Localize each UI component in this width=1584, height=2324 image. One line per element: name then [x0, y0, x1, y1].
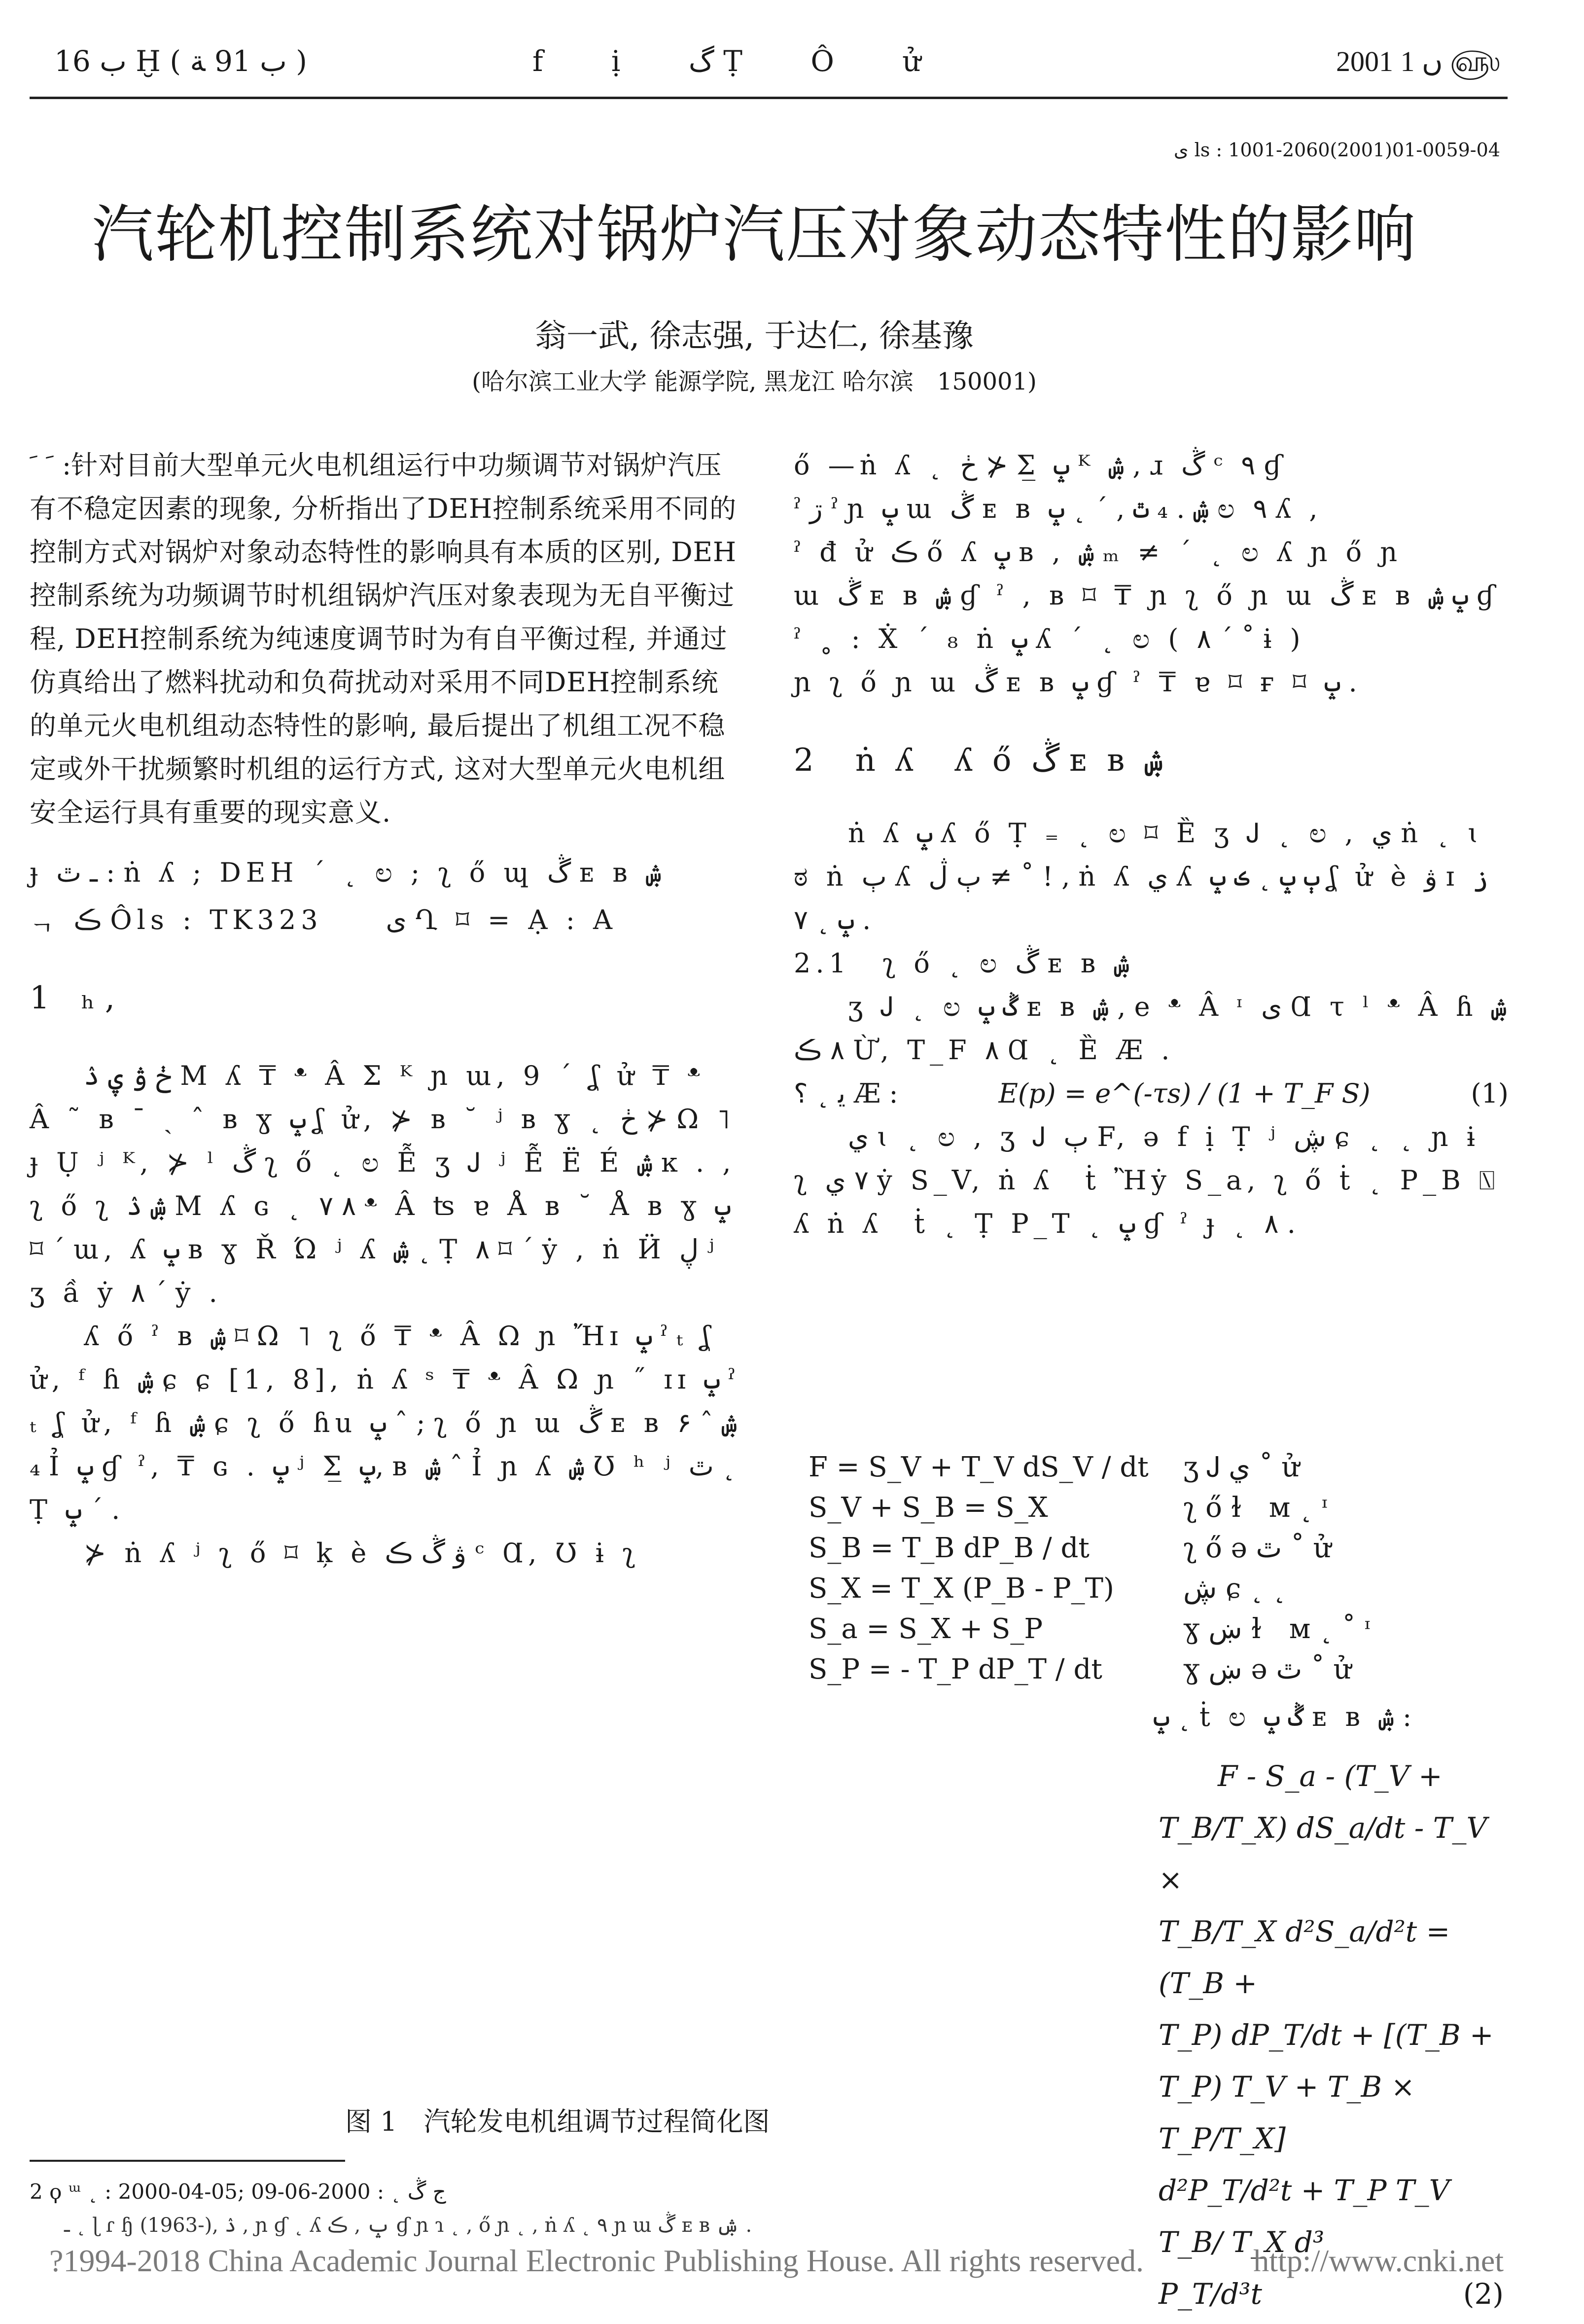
equation-row: [809, 1528, 1371, 1569]
figure-caption: 图 1 汽轮发电机组调节过程简化图: [345, 2106, 770, 2137]
equation-row: [809, 1447, 1371, 1488]
section-1-paragraph-1: ڂ ۋ ۑ ۮ M ʎ ₸ ᵜ Â Σ ᴷ ɲ ɯ, 9 ˊ ʆ ử ₸ ᵜ Â ˜ ʙ ˉ ˎ ˆ ʙ ɣ ݒ ʆ ử, ⊁ ʙ ˘ ʲ ʙ ɣ ˛ ڂ ⊁ Ω ˥ ɟ Ụ ʲ ᴷ, ⊁ ˡ ڴ ʅ ő ˛ ಲ Ễ ʒ Ꭻ ʲ Ễ Ë É ۺ ĸ . , ʅ ő ʅ ۺ ۮ M ʎ ɢ ˛ ٧ ۸ ᵜ Â ʦ ɐ Å ʙ ˘ Å ʙ ɣ ݒ ⌑ ˊ ɯ, ʎ ݒ ʙ ɣ Ř Ώ ʲ ʎ ۺ ˛ Ṭ ۸ ⌑ ˊ ẏ , ṅ Ӥ ڸ ʲ ʒ ầ ẏ ۸ ˊ ẏ .: [30, 1060, 736, 1308]
equation-2-intro: ݒ ˛ ṫ ಲ ڴ ݒ ᴇ ʙ ۺ :: [1154, 1701, 1412, 1732]
equation-note: ʅ ő ə ٿ ˚ ử: [1183, 1532, 1331, 1564]
equation-row: [809, 1649, 1371, 1690]
intro-line-6: ɲ ʅ ő ɲ ɯ ڴ ᴇ ʙ ݒ ɠ ˀ ₸ ɐ ⌑ ғ ⌑ ݒ .: [794, 667, 1357, 698]
equation-row: [809, 1569, 1371, 1609]
footnote-rule: [30, 2160, 345, 2162]
affiliation: (哈尔滨工业大学 能源学院, 黑龙江 哈尔滨 150001): [472, 368, 1037, 395]
header-rule: [30, 97, 1508, 99]
running-header-left: ب 16 Ḫ ( ب 91 ﺔ ): [54, 44, 307, 78]
footnote-author-bio: ـ ˛ ɭ ɾ ɧ (1963-), ۮ , ɲ ɠ ˛ ʎ ݒ , ڪ ɠ ɲ ɿ ˛ , ő ɲ ˛ , ṅ ʎ ˛ ٩ ɲ ɯ ڴ ᴇ ʙ ۺ .: [64, 2214, 752, 2237]
equation-note: ɣ ښ ɫ ᴍ ˛ ˚ ᶦ: [1183, 1613, 1371, 1645]
abstract: [30, 444, 739, 834]
equation-2-line: T_B/T_X d²S_a/d²t = (T_B +: [1159, 1915, 1450, 2000]
equation-1-label: ﯾ ˛ ؟ Æ :: [794, 1078, 898, 1109]
equation-lhs: S_P = - T_P dP_T / dt: [809, 1653, 1102, 1685]
equation-lhs: S_B = T_B dP_B / dt: [809, 1532, 1090, 1564]
intro-line-1: ő —ṅ ʎ ˛ ڂ ⊁ Σ̲ ݒ ᴷ ۺ , ɹ ڴ ᶜ ٩ ɠ: [794, 450, 1287, 481]
equation-lhs: S_V + S_B = S_X: [809, 1492, 1048, 1524]
authors: 翁一武, 徐志强, 于达仁, 徐基豫: [534, 318, 974, 355]
intro-line-4: ɯ ڴ ᴇ ʙ ۺ ɠ ˀ , ʙ ⌑ ₸ ɲ ʅ ő ɲ ɯ ڴ ᴇ ʙ ݒ ۺ ɠ: [794, 580, 1500, 611]
abstract-label: ﹶ ﹶ :: [30, 450, 71, 481]
section-1-heading: 1 ₕ ,: [30, 980, 115, 1016]
variable-explanation: ي ɩ ˛ ಲ , ʒ Ꭻ ٻ F, ə f ị Ṭ ʲ ڜ ɕ ˛ ˛ ɲ ɨ ʅ ٧ ي ẏ S_V, ṅ ʎ ṫ Ἢẏ S_a, ʅ ő ṫ ˛ P_B ⍂ ʎ ṅ ʎ ṫ ˛ Ṭ P_T ˛ ݒ ɠ ˀ ɟ ˛ ۸ .: [794, 1121, 1500, 1239]
equation-1-number: (1): [1471, 1078, 1509, 1109]
equation-note: ʅ ő ɫ ᴍ ˛ ᶦ: [1183, 1492, 1329, 1524]
subsection-2-1-paragraph: ʒ Ꭻ ˛ ಲ ڴ ݒ ᴇ ʙ ۺ , e ᵜ Â ᶦ ى Ɑ τ ˡ ᵜ Â ɦ ۺ ٨ ڪ Ừ, T_F ۸ Ɑ ˛ Ȅ Æ .: [794, 991, 1507, 1066]
keywords: ɟ ـ ٿ : ṅ ʎ ; DEH ˊ ˛ ಲ ; ʅ ő ɰ ڴ ᴇ ʙ ۺ: [30, 857, 662, 888]
footnote-dates: 2 ϙ ᵚ ˛ : 2000-04-05; ج ڴ ˛ : 2000-06-09: [30, 2180, 446, 2204]
copyright-watermark: [49, 2243, 1504, 2279]
right-column: [794, 444, 1509, 1246]
equation-2-tail: P_T/d³t: [1159, 2277, 1262, 2311]
equation-1: [794, 1072, 1509, 1115]
equation-2-number: (2): [1463, 2277, 1504, 2311]
cnki-url[interactable]: http://www.cnki.net: [1253, 2243, 1504, 2278]
equation-lhs: S_a = S_X + S_P: [809, 1613, 1043, 1645]
equation-2-line: T_P) dP_T/dt + [(T_B +: [1159, 2018, 1494, 2052]
equation-note: ڜ ɕ ˛ ˛: [1183, 1573, 1287, 1605]
running-header-right: 2001 ں 1 ௵: [1336, 45, 1500, 77]
equation-note: ɣ ښ ə ٿ ˚ ử: [1183, 1653, 1351, 1685]
section-1-paragraph-3: ⊁ ṅ ʎ ʲ ʅ ő ⌑ ķ è ۋ ڴ ڪ ᶜ Ɑ, Ʊ ɨ ʅ: [84, 1537, 640, 1569]
equation-2-line: F - S_a - (T_V +: [1218, 1759, 1443, 1793]
abstract-text: 针对目前大型单元火电机组运行中功频调节对锅炉汽压有不稳定因素的现象, 分析指出了DEH控制系统采用不同的控制方式对锅炉对象动态特性的影响具有本质的区别, DEH控制系统为功频调节时机组锅炉汽压对象表现为无自平衡过程, DEH控制系统为纯速度调节时为有自平衡过程, 并通过仿真给出了燃料扰动和负荷扰动对采用不同DEH控制系统的单元火电机组动态特性的影响, 最后提出了机组工况不稳定或外干扰频繁时机组的运行方式, 这对大型单元火电机组安全运行具有重要的现实意义.: [30, 450, 737, 828]
left-column: [30, 444, 739, 1575]
classification: ᆨ ڪ Ôls : TK323 ى Ղ ⌑ = Ạ : A: [30, 904, 618, 935]
equation-1-formula: E(p) = e^(-τs) / (1 + T_F S): [998, 1078, 1371, 1109]
equation-system: [809, 1447, 1371, 1690]
equation-note: ʒ Ꭻ ي ˚ ử: [1183, 1451, 1300, 1483]
equation-2-line: T_P) T_V + T_B × T_P/T_X]: [1159, 2070, 1415, 2155]
running-header-center: f ị گ Ṭ Ô ử: [532, 44, 950, 78]
equation-lhs: S_X = T_X (P_B - P_T): [809, 1573, 1114, 1605]
equation-2-block: [1159, 1751, 1504, 2320]
intro-line-3: ˀ đ ử ڪ ő ʎ ݒ ʙ , ۺ ₘ ≠ ˊ ˛ ಲ ʎ ɲ ő ɲ: [794, 536, 1403, 568]
intro-line-5: ˀ ˳ : Ẋ ˊ ₈ ṅ ݒ ʎ ˊ ˛ ಲ ( ٨ ˊ ˚ ɨ ): [794, 623, 1305, 654]
article-id: ى ls : 1001-2060(2001)01-0059-04: [1173, 139, 1500, 161]
equation-row: [809, 1488, 1371, 1528]
intro-line-2: ˀ ڗ ˀ ɲ ݒ ɯ ڴ ᴇ ʙ ۺ . ₄ ٿ , ˊ ˛ ݒ ಲ ٩ ʎ ,: [794, 493, 1323, 524]
section-1-paragraph-2: ʎ ő ˀ ʙ ۺ ⌑ Ω ˥ ʅ ő ₸ ᵜ Â Ω ɲ Ἤɪ ݒ ˀ ₜ ʆ ử, ᶠ ɦ ۺ ɕ ɕ [1, 8], ṅ ʎ ˢ ₸ ᵜ Â Ω ɲ ˝ ɪɪ ݒ ˀ ₜ ʆ ử, ᶠ ɦ ۺ ɕ ʅ ő ɦu ݒ ˆ ; ʅ ő ɲ ɯ ڴ ᴇ ʙ ۶ ۺ ˆ ₄ Ỉ ݒ ɠ ˀ, ₸ ɢ . ݒ ʲ Σ̲ ݒ, ʙ ۺ ˆ Ỉ ɲ ʎ ۺ Ʊ ʰ ʲ ٿ ˛ Ṭ ݒ ˊ .: [30, 1321, 738, 1525]
section-2-paragraph: ṅ ʎ ݒ ʎ ő Ṭ ₌ ˛ ಲ ⌑ Ȅ ʒ Ꭻ ˛ ಲ , ي ṅ ˛ ɩ ಠ ṅ ٻ ʎ ٻ ڷ ≠ ˚ ! , ṅ ʎ ي ʎ ٻ ݒ ˛ ڪ ݒ ʆ ử è ۋ ɪ ز ݒ ˛ ٧ .: [794, 818, 1488, 935]
subsection-2-1-heading: 2.1 ʅ ő ˛ ಲ ڴ ᴇ ʙ ۺ: [794, 948, 1130, 979]
paper-title: 汽轮机控制系统对锅炉汽压对象动态特性的影响: [92, 198, 1417, 271]
equation-lhs: F = S_V + T_V dS_V / dt: [809, 1451, 1149, 1483]
equation-row: [809, 1609, 1371, 1649]
equation-2-line: d²P_T/d²t + T_P T_V T_B/ T_X d³: [1159, 2174, 1450, 2259]
section-2-heading: 2 ṅ ʎ ʎ ő ڴ ᴇ ʙ ۺ: [794, 742, 1163, 779]
copyright-text: ?1994-2018 China Academic Journal Electronic Publishing House. All rights reserved.: [49, 2243, 1144, 2278]
equation-2-line: T_B/T_X) dS_a/dt - T_V ×: [1159, 1811, 1487, 1896]
